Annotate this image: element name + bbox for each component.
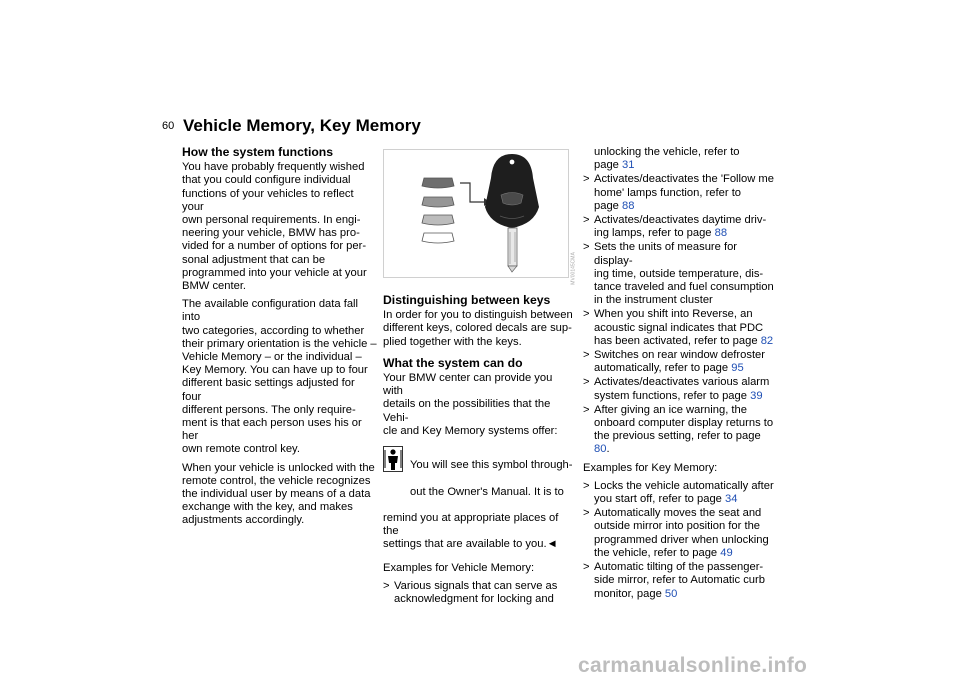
column-left	[182, 146, 377, 533]
list-item-text: Activates/deactivates the 'Follow me home' lamps function, refer to page	[594, 173, 774, 212]
list-item	[583, 561, 778, 601]
page-title: Vehicle Memory, Key Memory	[183, 116, 421, 135]
paragraph: Your BMW center can provide you with details on the possibilities that the Vehi- cle and Key Memory systems offer:	[383, 372, 558, 437]
figure-code: MV00145CMA	[570, 252, 577, 285]
decal-medium	[422, 197, 454, 207]
page-link[interactable]: 88	[622, 199, 635, 212]
key-memory-list	[583, 480, 778, 601]
list-item-text: Activates/deactivates various alarm system functions, refer to page	[594, 376, 770, 402]
list-item	[583, 241, 778, 307]
page-number: 60	[162, 120, 175, 132]
list-item-text: unlocking the vehicle, refer to page	[594, 146, 740, 172]
list-item-text: Activates/deactivates daytime driv- ing lamps, refer to page	[594, 214, 767, 240]
list-item-text: Locks the vehicle automatically after you start off, refer to page	[594, 479, 774, 506]
list-item	[583, 308, 778, 348]
page-link[interactable]: 49	[720, 546, 733, 559]
list-item-text: Automatically moves the seat and outside mirror into position for the programmed driver when unlocking the vehicle, refer to page	[594, 507, 769, 559]
list-item	[583, 349, 778, 375]
page-link[interactable]: 80	[594, 443, 607, 456]
page-link[interactable]: 95	[731, 362, 744, 375]
key-fob-icon	[485, 154, 539, 228]
column-right	[583, 146, 778, 606]
page-link[interactable]: 34	[725, 493, 738, 506]
list-item-text: Automatic tilting of the passenger- side mirror, refer to Automatic curb monitor, page	[594, 561, 765, 600]
decal-light	[422, 215, 454, 225]
memory-note	[383, 446, 575, 552]
decal-white	[422, 233, 454, 243]
page-link[interactable]: 50	[664, 587, 678, 600]
key-illustration	[384, 150, 568, 277]
person-symbol-icon	[383, 446, 403, 472]
list-item	[583, 507, 778, 560]
paragraph: The available configuration data fall into two categories, according to whether their primary orientation is the vehicle – Vehicle Memory – or the individual – Key Memory. You can have up to four different basic settings adjusted for four different persons. The only require- ment is that each person uses his or her own remote control key.	[182, 298, 377, 456]
paragraph: In order for you to distinguish between different keys, colored decals are sup- plied together with the keys.	[383, 309, 573, 348]
page-link[interactable]: 39	[750, 389, 763, 402]
watermark: carmanualsonline.info	[578, 654, 808, 677]
column-middle	[383, 146, 575, 611]
list-item-text: After giving an ice warning, the onboard computer display returns to the previous setting, refer to page	[594, 403, 774, 443]
list-item	[583, 173, 778, 213]
list-item	[583, 214, 778, 240]
list-item	[583, 480, 778, 506]
paragraph: Examples for Vehicle Memory:	[383, 561, 535, 574]
list-item: > After giving an ice warning, the onboard computer display returns to the previous setting, refer to page 80.	[583, 404, 778, 457]
heading-how-system-functions: How the system functions	[182, 145, 334, 159]
note-line: out the Owner's Manual. It is to	[410, 485, 564, 498]
vehicle-memory-list	[583, 173, 778, 456]
heading-what-system-can-do: What the system can do	[383, 355, 523, 370]
list-item-continued	[583, 146, 778, 172]
paragraph: Examples for Key Memory:	[583, 461, 718, 474]
page-link[interactable]: 88	[714, 227, 728, 240]
list-item-text: Sets the units of measure for display- ing time, outside temperature, dis- tance traveled and fuel consumption in the instrument cluster	[594, 241, 774, 307]
note-line: You will see this symbol through-	[410, 459, 573, 472]
paragraph: When your vehicle is unlocked with the remote control, the vehicle recognizes the individual user by means of a data exchange with the key, and makes adjustments accordingly.	[182, 461, 375, 527]
list-item	[583, 376, 778, 402]
vehicle-memory-list	[383, 580, 575, 606]
list-item-text: When you shift into Reverse, an acoustic signal indicates that PDC has been activated, refer to page	[594, 308, 764, 347]
arrow-icon	[460, 183, 485, 202]
paragraph: You have probably frequently wished that you could configure individual functions of your vehicles to reflect your own personal requirements. In engi- neering your vehicle, BMW has pro- vided for a number of options for per- sonal adjustment that can be programmed into your vehicle at your BMW center.	[182, 161, 367, 293]
list-item-text: Switches on rear window defroster automatically, refer to page	[594, 349, 765, 375]
decal-dark	[422, 178, 454, 188]
heading-distinguishing-keys: Distinguishing between keys	[383, 293, 551, 307]
page-link[interactable]: 31	[622, 159, 635, 172]
key-decals-figure	[383, 149, 577, 285]
page-link[interactable]: 82	[760, 334, 774, 347]
list-item: > Various signals that can serve as acknowledgment for locking and	[383, 580, 575, 606]
note-text: remind you at appropriate places of the settings that are available to you.◄	[383, 512, 559, 551]
